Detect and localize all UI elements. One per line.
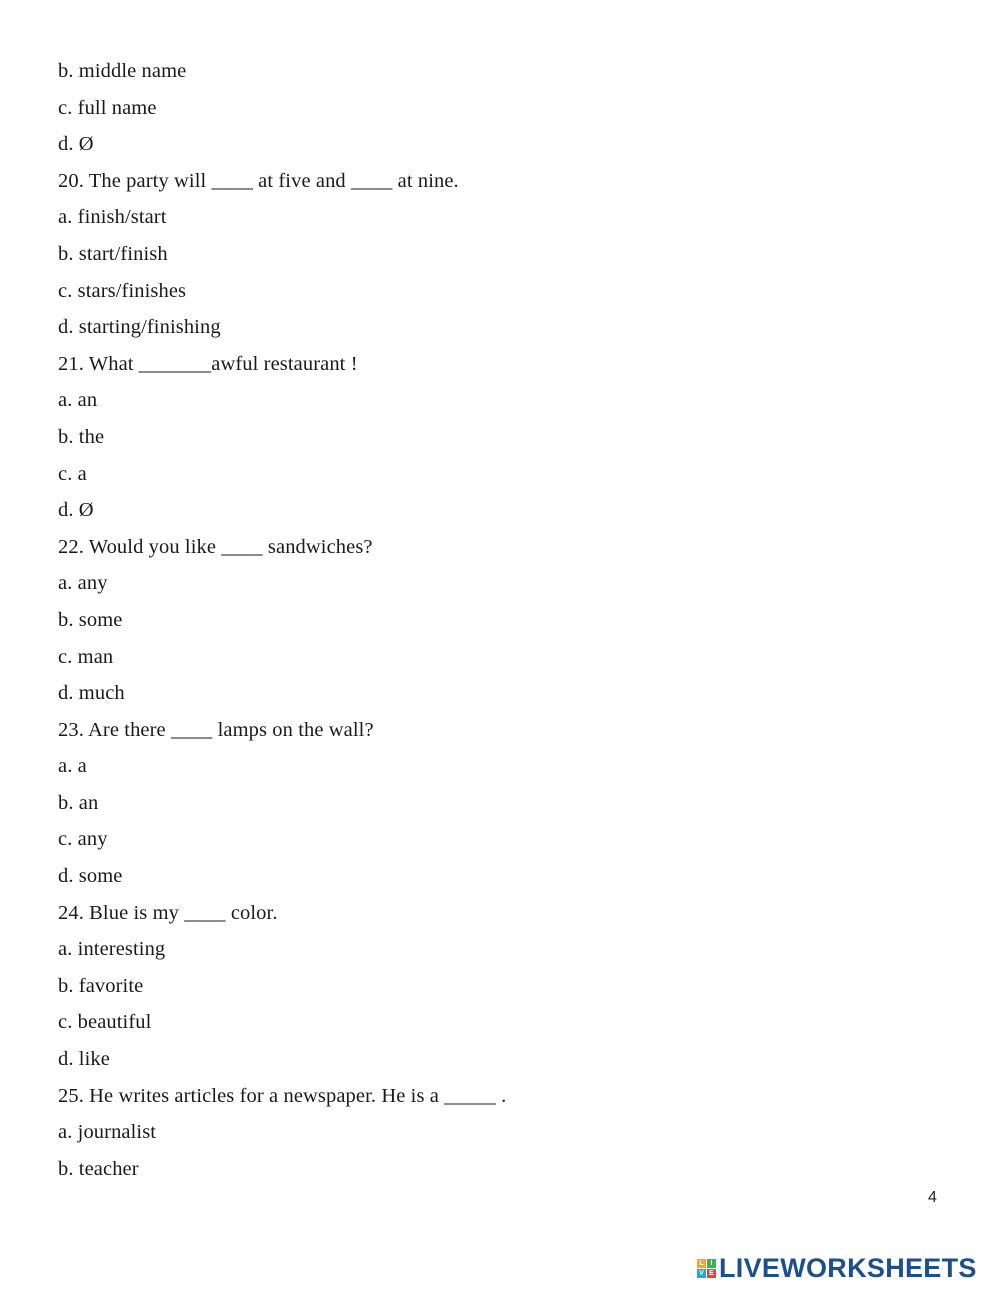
answer-option: d. Ø xyxy=(58,133,94,156)
page-number: 4 xyxy=(928,1189,937,1206)
answer-option: a. any xyxy=(58,572,108,595)
liveworksheets-logo xyxy=(697,1255,977,1282)
logo-mark-letter: E xyxy=(707,1269,716,1278)
answer-option: b. the xyxy=(58,425,105,448)
answer-option: c. full name xyxy=(58,96,157,119)
logo-mark-letter: I xyxy=(707,1259,716,1268)
answer-option: a. an xyxy=(58,389,98,412)
answer-option: c. beautiful xyxy=(58,1011,152,1034)
answer-option: a. a xyxy=(58,755,87,778)
question-21: 21. What _______awful restaurant ! xyxy=(58,352,358,375)
answer-option: b. start/finish xyxy=(58,242,168,265)
answer-option: d. like xyxy=(58,1048,110,1071)
question-22: 22. Would you like ____ sandwiches? xyxy=(58,535,373,558)
answer-option: d. much xyxy=(58,682,125,705)
question-23: 23. Are there ____ lamps on the wall? xyxy=(58,718,374,741)
answer-option: a. finish/start xyxy=(58,206,167,229)
question-25: 25. He writes articles for a newspaper. He is a _____ . xyxy=(58,1084,507,1107)
answer-option: b. favorite xyxy=(58,974,144,997)
answer-option: c. stars/finishes xyxy=(58,279,187,302)
answer-option: d. some xyxy=(58,865,123,888)
logo-mark-letter: L xyxy=(697,1259,706,1268)
answer-option: b. middle name xyxy=(58,60,187,82)
worksheet-content xyxy=(58,56,506,1190)
question-20: 20. The party will ____ at five and ____ at nine. xyxy=(58,169,459,192)
logo-text: LIVEWORKSHEETS xyxy=(719,1253,977,1283)
answer-option: c. any xyxy=(58,828,108,851)
question-24: 24. Blue is my ____ color. xyxy=(58,901,278,924)
logo-mark-letter: V xyxy=(697,1269,706,1278)
logo-mark-icon xyxy=(697,1259,716,1278)
answer-option: d. starting/finishing xyxy=(58,316,221,339)
answer-option: b. an xyxy=(58,791,99,814)
answer-option: a. journalist xyxy=(58,1121,157,1144)
answer-option: b. teacher xyxy=(58,1157,139,1180)
answer-option: a. interesting xyxy=(58,938,166,961)
answer-option: c. a xyxy=(58,462,87,485)
answer-option: c. man xyxy=(58,645,114,668)
answer-option: b. some xyxy=(58,608,123,631)
answer-option: d. Ø xyxy=(58,499,94,522)
